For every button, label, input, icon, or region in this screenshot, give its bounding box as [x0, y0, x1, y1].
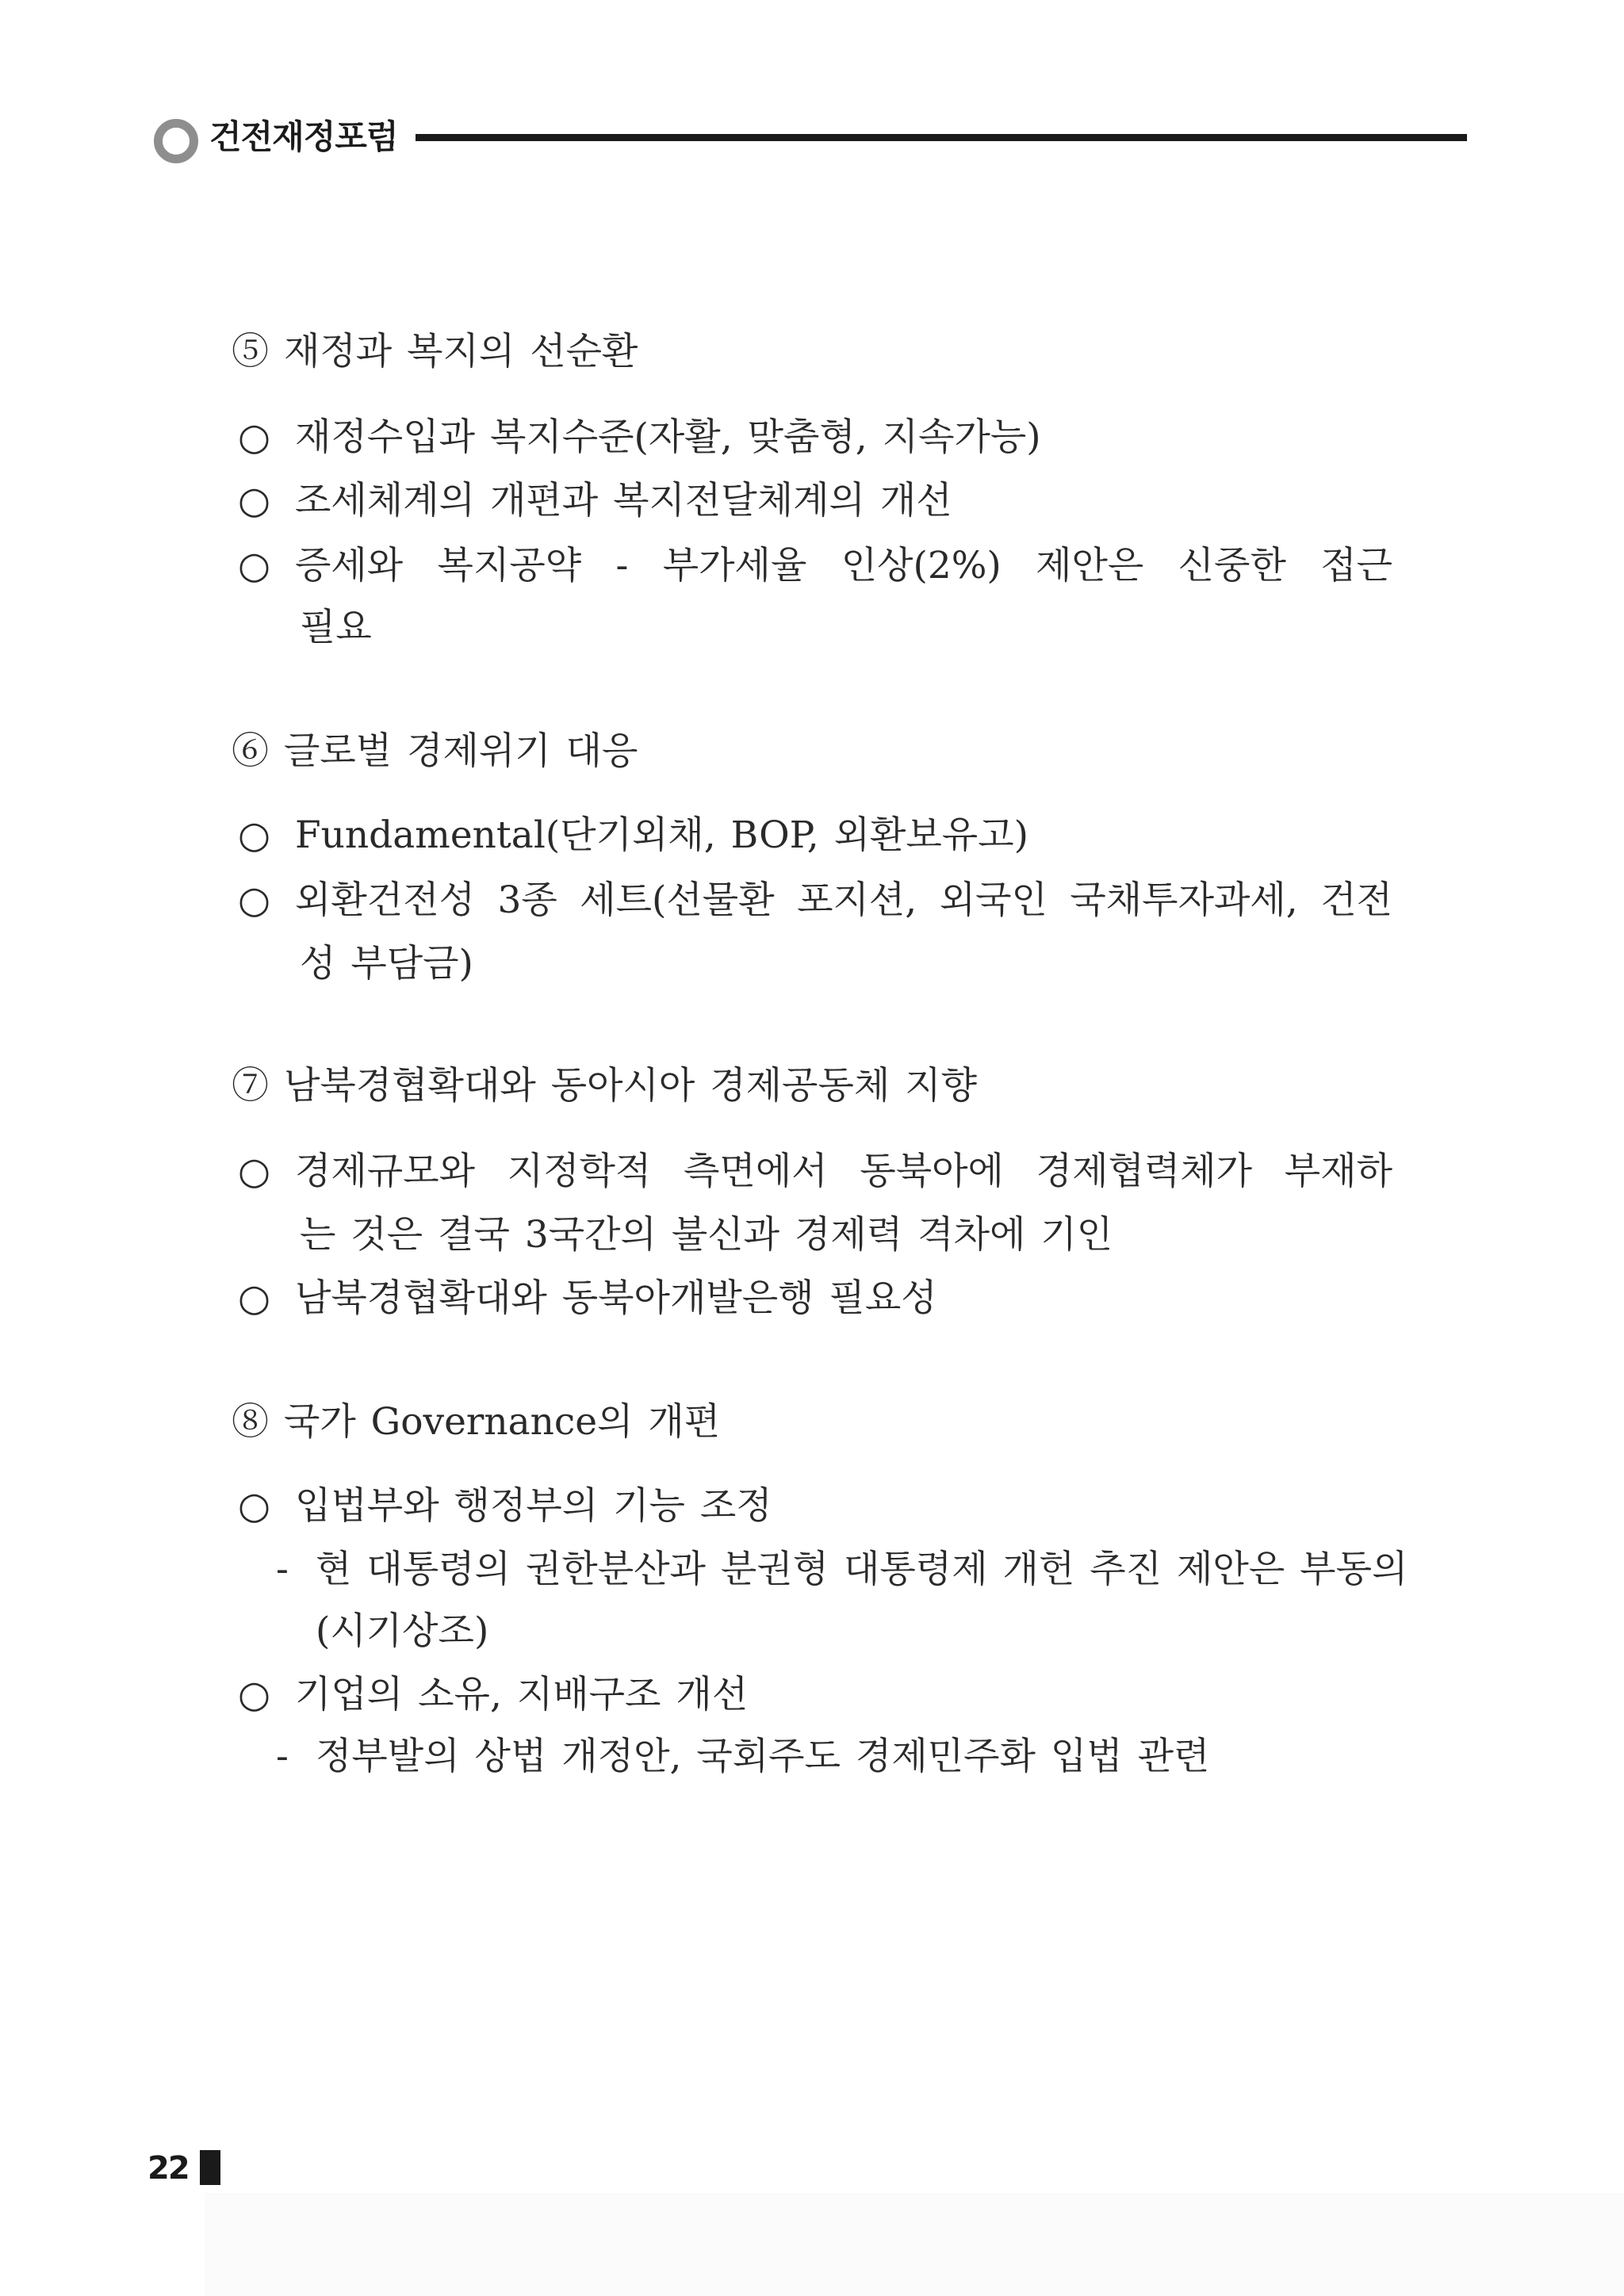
bullet-marker: ○ — [238, 479, 271, 522]
sub-item-text-continued: (시기상조) — [316, 1609, 489, 1653]
dash-marker: - — [276, 1548, 289, 1591]
bullet-text: 남북경협확대와 동북아개발은행 필요성 — [295, 1276, 937, 1320]
bullet-marker: ○ — [238, 813, 271, 857]
page-number-block — [200, 2150, 220, 2185]
bullet-marker: ○ — [238, 1673, 271, 1716]
bullet-marker: ○ — [238, 878, 271, 922]
bullet-text-continued: 필요 — [300, 606, 372, 649]
bullet-marker: ○ — [238, 544, 271, 587]
section-heading: ⑦ 남북경협확대와 동아시아 경제공동체 지향 — [232, 1064, 977, 1108]
bullet-text: 조세체계의 개편과 복지전달체계의 개선 — [295, 479, 952, 522]
bullet-text: Fundamental(단기외채, BOP, 외환보유고) — [295, 813, 1028, 857]
bullet-text: 경제규모와 지정학적 측면에서 동북아에 경제협력체가 부재하 — [295, 1150, 1392, 1193]
bullet-text: 입법부와 행정부의 기능 조정 — [295, 1484, 772, 1528]
bullet-marker: ○ — [238, 415, 271, 459]
sub-item-text: 정부발의 상법 개정안, 국회주도 경제민주화 입법 관련 — [316, 1735, 1210, 1778]
bullet-text-continued: 성 부담금) — [300, 942, 473, 985]
bullet-marker: ○ — [238, 1484, 271, 1528]
header-title: 건전재정포럼 — [209, 117, 398, 156]
bullet-marker: ○ — [238, 1276, 271, 1320]
bullet-text: 외환건전성 3종 세트(선물환 포지션, 외국인 국채투자과세, 건전 — [295, 878, 1392, 922]
bullet-text: 기업의 소유, 지배구조 개선 — [295, 1673, 749, 1716]
dash-marker: - — [276, 1735, 289, 1778]
bullet-marker: ○ — [238, 1150, 271, 1193]
section-heading: ⑧ 국가 Governance의 개편 — [232, 1400, 721, 1444]
section-heading: ⑤ 재정과 복지의 선순환 — [232, 330, 638, 373]
sub-item-text: 현 대통령의 권한분산과 분권형 대통령제 개헌 추진 제안은 부동의 — [316, 1548, 1408, 1591]
bullet-text: 재정수입과 복지수준(자활, 맞춤형, 지속가능) — [295, 415, 1041, 459]
page-edge-shade — [205, 2193, 1624, 2296]
bullet-text-continued: 는 것은 결국 3국간의 불신과 경제력 격차에 기인 — [300, 1213, 1113, 1257]
section-heading: ⑥ 글로벌 경제위기 대응 — [232, 729, 638, 773]
page-number: 22 — [147, 2150, 189, 2187]
bullet-text: 증세와 복지공약 - 부가세율 인상(2%) 제안은 신중한 접근 — [295, 544, 1392, 587]
